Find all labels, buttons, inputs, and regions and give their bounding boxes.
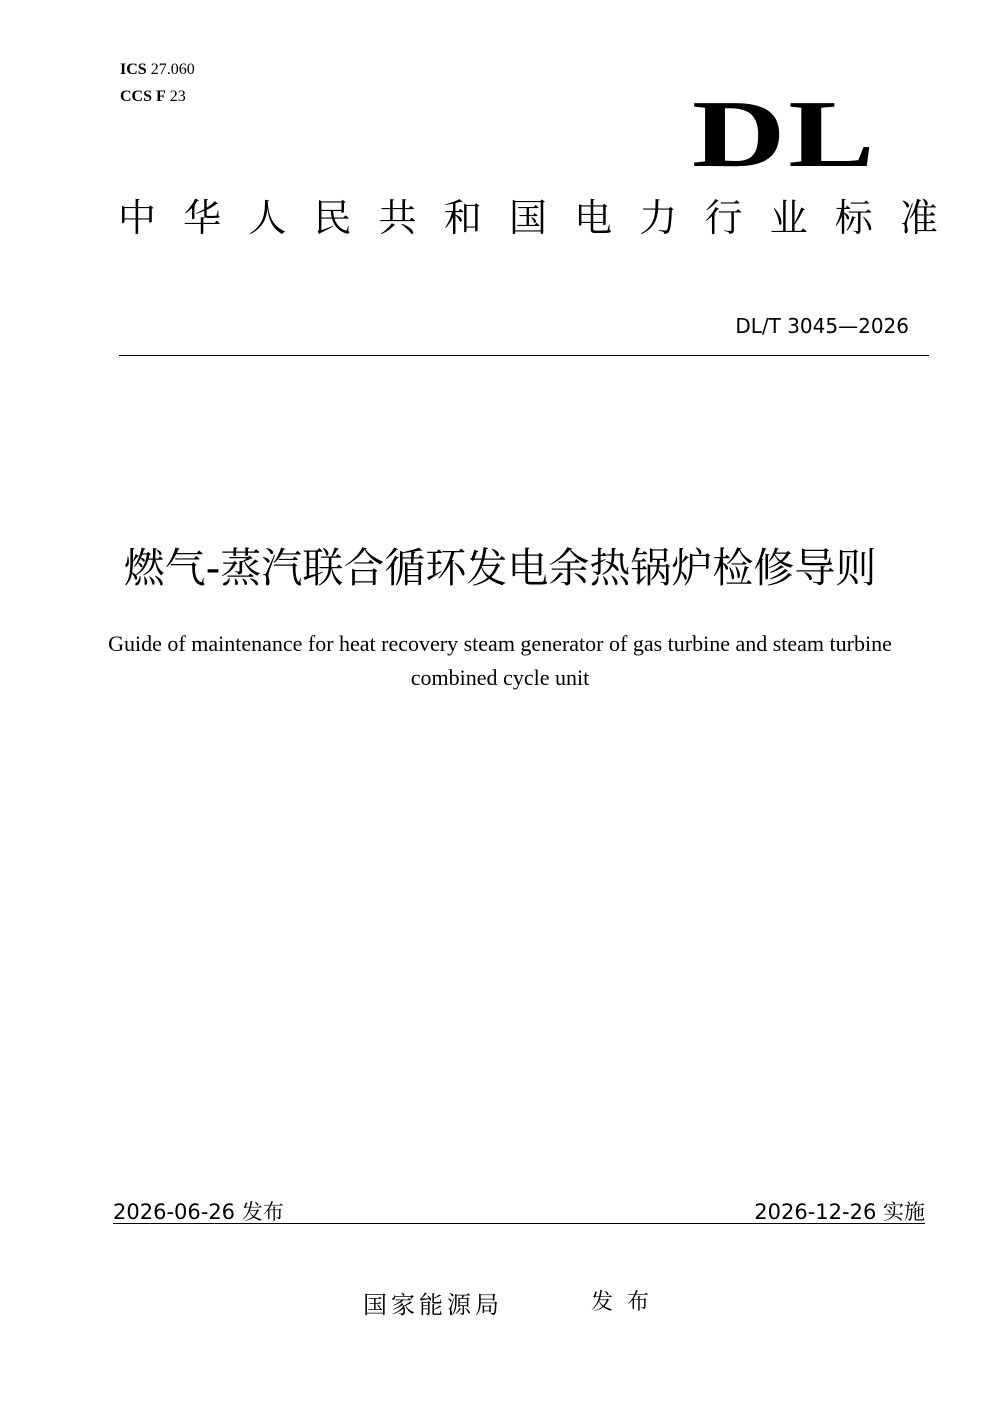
industry-title-char: 力 [639, 196, 678, 240]
ics-label: ICS [120, 61, 147, 78]
industry-title-char: 标 [834, 196, 873, 240]
industry-title-char: 民 [313, 196, 352, 240]
industry-title-char: 华 [183, 196, 222, 240]
industry-title-char: 行 [704, 196, 743, 240]
industry-title-char: 共 [378, 196, 417, 240]
ccs-label: CCS F [120, 88, 166, 105]
industry-standard-title [118, 193, 938, 243]
header-divider [119, 355, 929, 356]
issue-action: 发布 [591, 1290, 664, 1315]
dl-logo: DL [691, 80, 877, 187]
standard-number: DL/T 3045—2026 [735, 314, 909, 338]
ics-code [120, 60, 195, 80]
industry-title-char: 人 [248, 196, 287, 240]
implement-date: 2026-12-26 实施 [754, 1200, 925, 1224]
publish-date: 2026-06-26 发布 [113, 1200, 284, 1224]
date-divider [113, 1223, 925, 1224]
industry-title-char: 和 [443, 196, 482, 240]
industry-title-char: 业 [769, 196, 808, 240]
issuer-name: 国家能源局 [363, 1291, 503, 1319]
industry-title-char: 准 [899, 196, 938, 240]
ccs-code [120, 87, 186, 107]
chinese-title: 燃气-蒸汽联合循环发电余热锅炉检修导则 [123, 544, 877, 592]
industry-title-char: 国 [508, 196, 547, 240]
ics-value: 27.060 [150, 61, 195, 78]
industry-title-char: 电 [574, 196, 613, 240]
ccs-value: 23 [169, 88, 186, 105]
industry-title-char: 中 [118, 196, 157, 240]
english-title: Guide of maintenance for heat recovery steam generator of gas turbine and steam turbine combined cycle unit [108, 631, 892, 690]
